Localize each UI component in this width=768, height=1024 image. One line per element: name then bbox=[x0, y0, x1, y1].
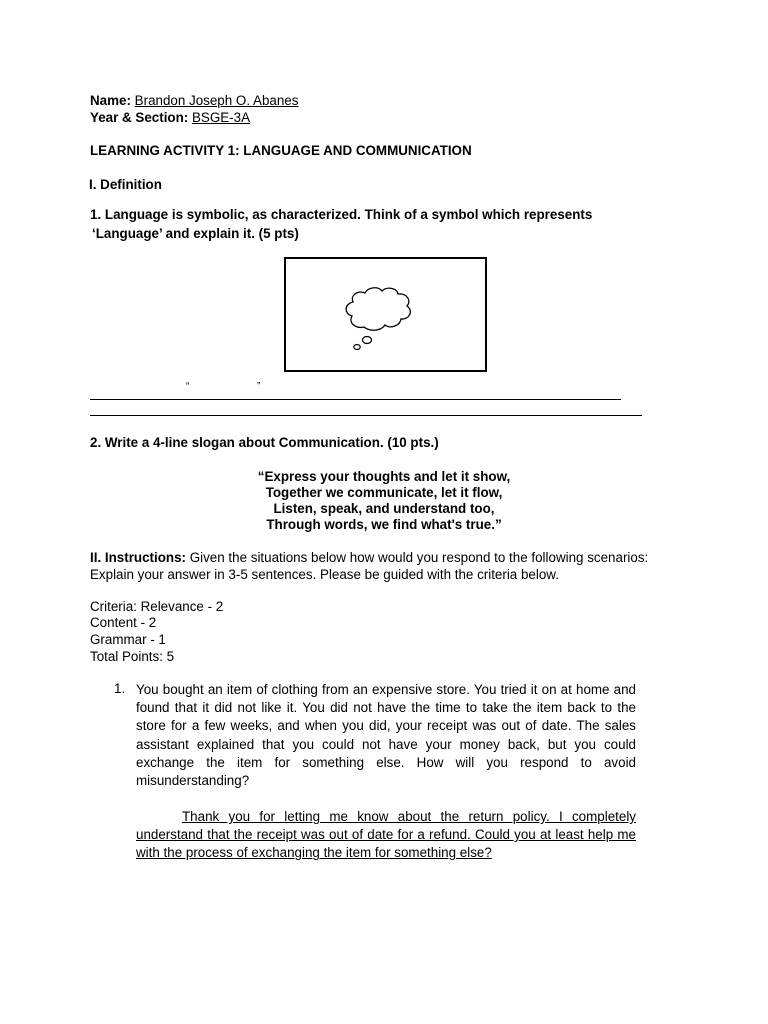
answer-line-1 bbox=[90, 399, 621, 400]
instructions-line-2: Explain your answer in 3-5 sentences. Please be guided with the criteria below. bbox=[90, 567, 559, 582]
scenario-text: You bought an item of clothing from an expensive store. You tried it on at home and found that it did not like it. You did not have the time to take the item back to the store for a few weeks, and when you did, your receipt was out of date. The sales assistant explained that you could not have your money back, but you could exchange the item for something else. How will you respond to avoid misunderstanding? bbox=[136, 682, 636, 789]
scenario-answer: Thank you for letting me know about the return policy. I completely understand that the receipt was out of date for a refund. Could you at least help me with the process of exchanging the item for something else? bbox=[136, 809, 636, 861]
scenario-number: 1. bbox=[114, 681, 126, 696]
slogan-line-1: “Express your thoughts and let it show, bbox=[257, 469, 511, 484]
activity-title: LEARNING ACTIVITY 1: LANGUAGE AND COMMUNICATION bbox=[90, 143, 472, 158]
question-2: 2. Write a 4-line slogan about Communication. (10 pts.) bbox=[90, 435, 439, 450]
answer-close-quote: ” bbox=[257, 381, 261, 392]
instructions-line-1 bbox=[90, 550, 648, 565]
criteria-content: Content - 2 bbox=[90, 615, 157, 630]
slogan-line-4: Through words, we find what's true.” bbox=[266, 517, 502, 532]
name-value: Brandon Joseph O. Abanes bbox=[134, 93, 299, 108]
answer-line-2 bbox=[90, 415, 642, 416]
section-label: Year & Section: bbox=[90, 110, 189, 125]
symbol-box bbox=[284, 257, 487, 372]
criteria-total: Total Points: 5 bbox=[90, 649, 175, 664]
criteria-grammar: Grammar - 1 bbox=[90, 632, 166, 647]
question-1-line-2: ‘Language’ and explain it. (5 pts) bbox=[92, 226, 299, 241]
name-row bbox=[90, 93, 298, 108]
part2-heading: II. Instructions: bbox=[90, 550, 186, 565]
slogan-line-2: Together we communicate, let it flow, bbox=[265, 485, 503, 500]
question-1-line-1: 1. Language is symbolic, as characterized. Think of a symbol which represents bbox=[90, 207, 593, 222]
part1-heading: I. Definition bbox=[89, 177, 162, 192]
criteria-relevance: Criteria: Relevance - 2 bbox=[90, 599, 224, 614]
section-value: BSGE-3A bbox=[191, 110, 251, 125]
slogan-line-3: Listen, speak, and understand too, bbox=[273, 501, 495, 516]
answer-open-quote: “ bbox=[186, 381, 190, 392]
section-row bbox=[90, 110, 250, 125]
name-label: Name: bbox=[90, 93, 131, 108]
thought-bubble-icon bbox=[286, 259, 485, 370]
instructions-text-1: Given the situations below how would you respond to the following scenarios: bbox=[189, 550, 649, 565]
